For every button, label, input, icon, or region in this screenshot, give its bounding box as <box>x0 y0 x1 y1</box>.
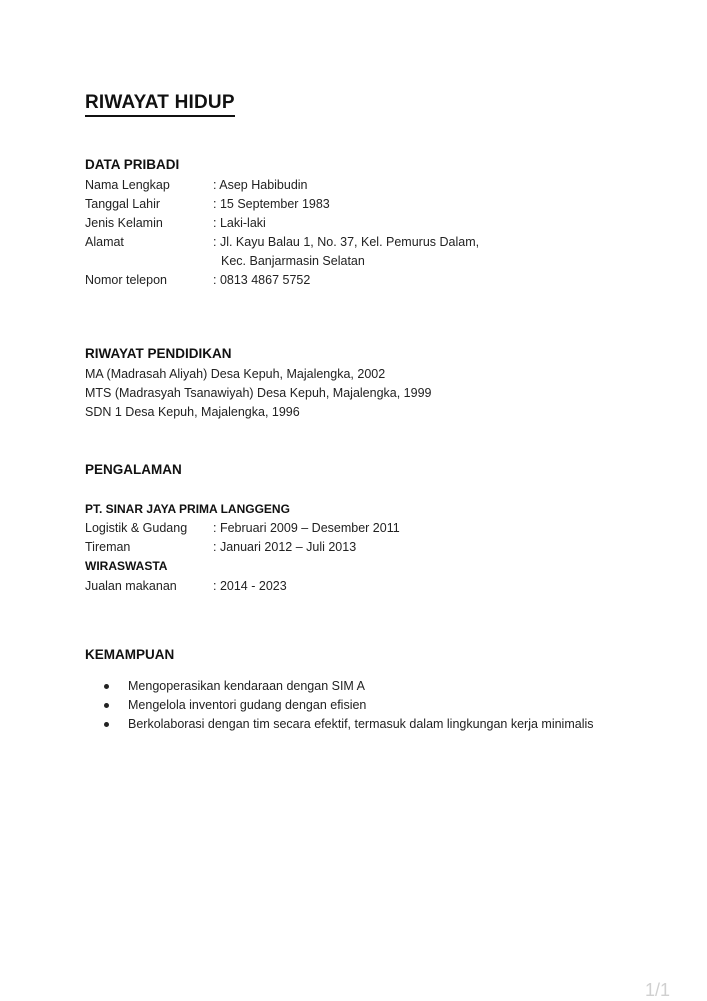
field-value: : Laki-laki <box>213 216 266 230</box>
education-item: MA (Madrasah Aliyah) Desa Kepuh, Majalengka, 2002 <box>85 367 386 381</box>
role-label: Tireman <box>85 540 131 554</box>
field-value: Kec. Banjarmasin Selatan <box>221 254 365 268</box>
section-heading-pengalaman: PENGALAMAN <box>85 462 182 477</box>
employer-name: WIRASWASTA <box>85 559 168 573</box>
skill-text: Mengoperasikan kendaraan dengan SIM A <box>128 679 365 693</box>
field-value: : 15 September 1983 <box>213 197 330 211</box>
role-period: : Januari 2012 – Juli 2013 <box>213 540 357 554</box>
bullet-icon <box>104 703 109 708</box>
bullet-icon <box>104 684 109 689</box>
role-period: : Februari 2009 – Desember 2011 <box>213 521 400 535</box>
role-period: : 2014 - 2023 <box>213 579 287 593</box>
field-value: : 0813 4867 5752 <box>213 273 311 287</box>
page-indicator: 1/1 <box>645 980 671 1000</box>
section-heading-data-pribadi: DATA PRIBADI <box>85 157 180 172</box>
section-heading-pendidikan: RIWAYAT PENDIDIKAN <box>85 346 232 361</box>
role-label: Logistik & Gudang <box>85 521 188 535</box>
education-item: SDN 1 Desa Kepuh, Majalengka, 1996 <box>85 405 300 419</box>
bullet-icon <box>104 722 109 727</box>
section-heading-kemampuan: KEMAMPUAN <box>85 647 175 662</box>
document-title: RIWAYAT HIDUP <box>85 92 235 117</box>
field-label: Jenis Kelamin <box>85 216 163 230</box>
skill-text: Mengelola inventori gudang dengan efisien <box>128 698 367 712</box>
field-label: Nama Lengkap <box>85 178 170 192</box>
education-item: MTS (Madrasyah Tsanawiyah) Desa Kepuh, Majalengka, 1999 <box>85 386 432 400</box>
field-label: Nomor telepon <box>85 273 167 287</box>
role-label: Jualan makanan <box>85 579 177 593</box>
skill-text: Berkolaborasi dengan tim secara efektif, termasuk dalam lingkungan kerja minimalis <box>128 717 594 731</box>
field-value: : Asep Habibudin <box>213 178 308 192</box>
employer-name: PT. SINAR JAYA PRIMA LANGGENG <box>85 502 290 516</box>
field-label: Tanggal Lahir <box>85 197 161 211</box>
field-value: : Jl. Kayu Balau 1, No. 37, Kel. Pemurus Dalam, <box>213 235 480 249</box>
field-label: Alamat <box>85 235 124 249</box>
